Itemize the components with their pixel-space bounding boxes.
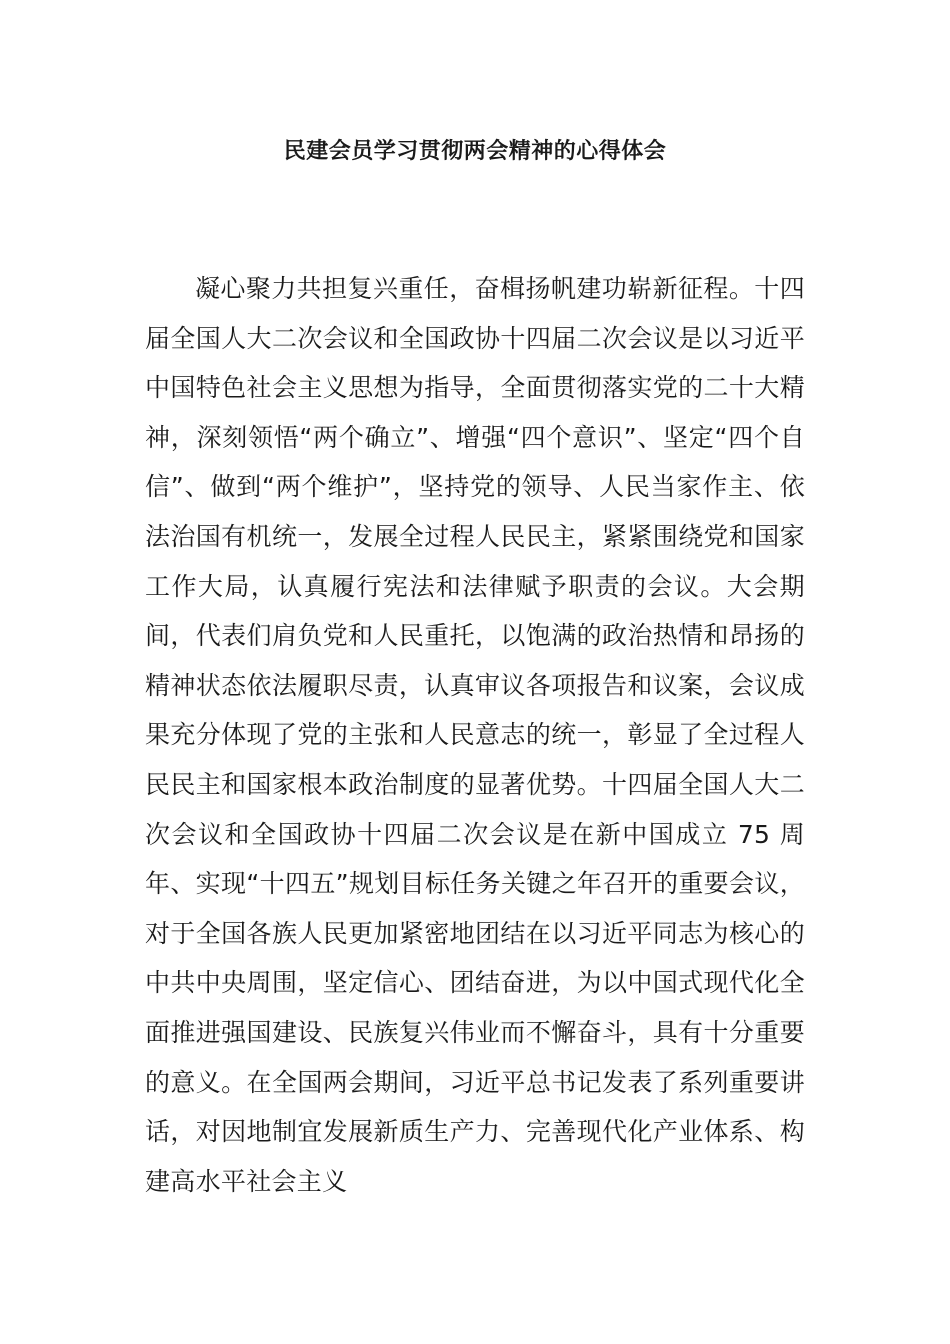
body-paragraph: 凝心聚力共担复兴重任，奋楫扬帆建功崭新征程。十四届全国人大二次会议和全国政协十四届二次会议是以习近平中国特色社会主义思想为指导，全面贯彻落实党的二十大精神，深刻领悟“两个确立”、增强“四个意识”、坚定“四个自信”、做到“两个维护”，坚持党的领导、人民当家作主、依法治国有机统一，发展全过程人民民主，紧紧围绕党和国家工作大局，认真履行宪法和法律赋予职责的会议。大会期间，代表们肩负党和人民重托，以饱满的政治热情和昂扬的精神状态依法履职尽责，认真审议各项报告和议案，会议成果充分体现了党的主张和人民意志的统一，彰显了全过程人民民主和国家根本政治制度的显著优势。十四届全国人大二次会议和全国政协十四届二次会议是在新中国成立 75 周年、实现“十四五”规划目标任务关键之年召开的重要会议，对于全国各族人民更加紧密地团结在以习近平同志为核心的中共中央周围，坚定信心、团结奋进，为以中国式现代化全面推进强国建设、民族复兴伟业而不懈奋斗，具有十分重要的意义。在全国两会期间，习近平总书记发表了系列重要讲话，对因地制宜发展新质生产力、完善现代化产业体系、构建高水平社会主义 bbox=[145, 274, 805, 1196]
document-title: 民建会员学习贯彻两会精神的心得体会 bbox=[283, 139, 667, 164]
